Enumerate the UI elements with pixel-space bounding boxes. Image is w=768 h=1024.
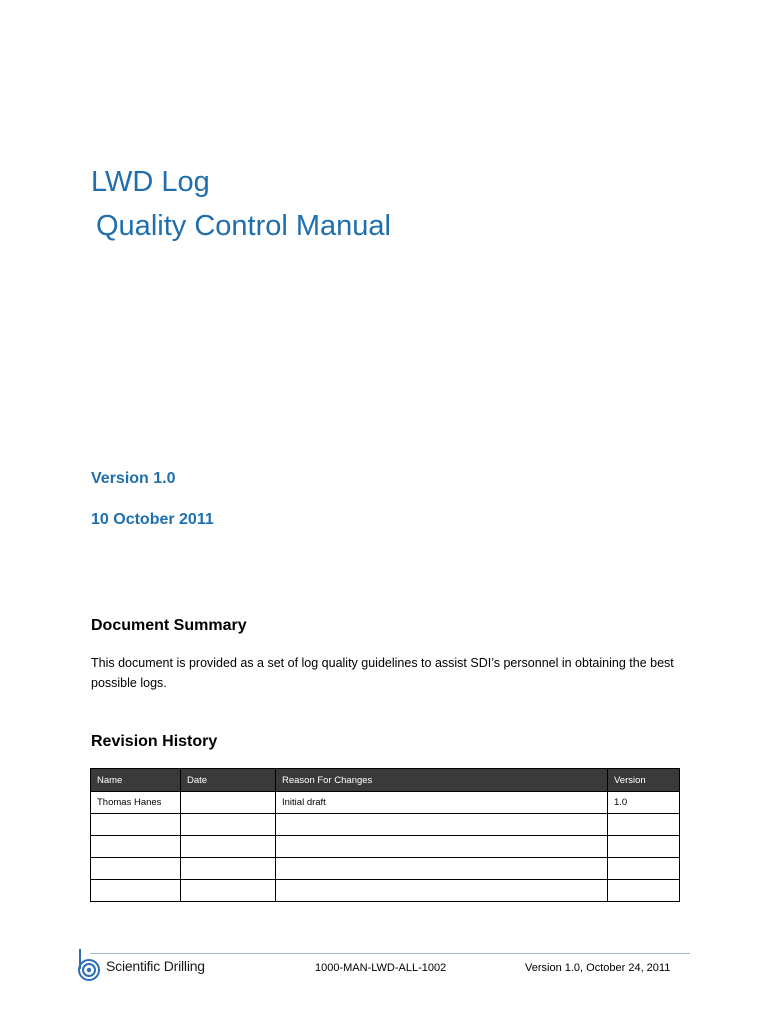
document-title-line-2: Quality Control Manual (96, 210, 391, 242)
column-header-name: Name (91, 769, 181, 792)
version-label: Version 1.0 (91, 470, 176, 487)
scientific-drilling-logo-icon (76, 948, 102, 984)
table-row (91, 858, 680, 880)
cell-date (181, 858, 276, 880)
document-title-line-1: LWD Log (91, 166, 210, 198)
cell-date (181, 814, 276, 836)
cell-name (91, 858, 181, 880)
footer-version-date: Version 1.0, October 24, 2011 (525, 962, 671, 974)
cell-reason (276, 880, 608, 902)
cell-reason (276, 836, 608, 858)
logo-text: Scientific Drilling (106, 958, 205, 974)
document-summary-heading: Document Summary (91, 617, 247, 634)
cell-version (608, 836, 680, 858)
table-row (91, 814, 680, 836)
table-row (91, 792, 680, 814)
revision-history-heading: Revision History (91, 733, 218, 750)
cell-date (181, 792, 276, 814)
table-row (91, 836, 680, 858)
table-header-row (91, 769, 680, 792)
cell-date (181, 880, 276, 902)
column-header-version: Version (608, 769, 680, 792)
cell-reason: Initial draft (276, 792, 608, 814)
table-row (91, 880, 680, 902)
cell-version (608, 880, 680, 902)
column-header-date: Date (181, 769, 276, 792)
document-summary-text: This document is provided as a set of log quality guidelines to assist SDI’s personnel in obtaining the best possible logs. (91, 656, 674, 690)
cell-name: Thomas Hanes (91, 792, 181, 814)
cell-name (91, 814, 181, 836)
cell-name (91, 880, 181, 902)
cell-version: 1.0 (608, 792, 680, 814)
footer-document-number: 1000-MAN-LWD-ALL-1002 (315, 962, 447, 974)
cell-version (608, 814, 680, 836)
company-logo (76, 948, 205, 984)
revision-history-table (90, 768, 680, 902)
date-label: 10 October 2011 (91, 511, 214, 528)
cell-date (181, 836, 276, 858)
cell-reason (276, 858, 608, 880)
cell-reason (276, 814, 608, 836)
cell-version (608, 858, 680, 880)
column-header-reason: Reason For Changes (276, 769, 608, 792)
cell-name (91, 836, 181, 858)
